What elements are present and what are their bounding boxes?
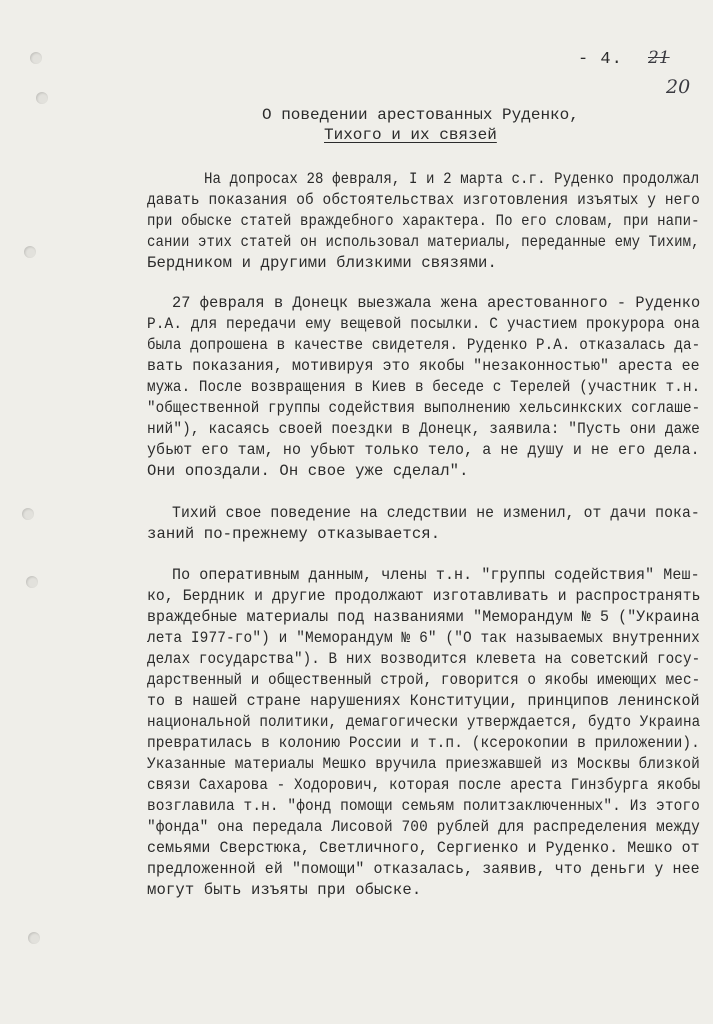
text-line: Тихий свое поведение на следствии не изменил, от дачи пока-: [172, 504, 700, 522]
text-line: предложенной ей "помощи" отказалась, заявив, что деньги у нее: [147, 860, 700, 878]
text-line: мужа. После возвращения в Киев в беседе с Терелей (участник т.н.: [147, 378, 701, 396]
text-line: "фонда" она передала Лисовой 700 рублей для распределения между: [147, 818, 700, 836]
text-line: По оперативным данным, члены т.н. "группы содействия" Меш-: [172, 566, 700, 584]
punch-hole: [24, 246, 36, 258]
handwritten-old-page-number: 21: [648, 48, 670, 68]
text-line: ко, Бердник и другие продолжают изготавливать и распространять: [147, 587, 701, 605]
text-line: давать показания об обстоятельствах изготовления изъятых у него: [147, 191, 700, 209]
punch-hole: [36, 92, 48, 104]
text-line: семьями Сверстюка, Светличного, Сергиенко и Руденко. Мешко от: [147, 839, 700, 857]
text-line: связи Сахарова - Ходорович, которая после ареста Гинзбурга якобы: [147, 776, 701, 794]
text-line: могут быть изъяты при обыске.: [147, 881, 422, 899]
document-title-line-1: О поведении арестованных Руденко,: [262, 106, 579, 124]
text-line: дарственный и общественный строй, говорится о якобы имеющих мес-: [147, 671, 701, 689]
text-line: убьют его там, но убьют только тело, а не душу и не его дела.: [147, 441, 700, 459]
text-line: сании этих статей он использовал материалы, переданные ему Тихим,: [147, 233, 700, 251]
text-line: "общественной группы содействия выполнению хельсинкских соглаше-: [147, 399, 701, 417]
text-line: национальной политики, демагогически утверждается, будто Украина: [147, 713, 701, 731]
text-line: то в нашей стране нарушениях Конституции, принципов ленинской: [147, 692, 700, 710]
punch-hole: [30, 52, 42, 64]
page-number: - 4.: [578, 50, 623, 69]
text-line: превратилась в колонию России и т.п. (ксерокопии в приложении).: [147, 734, 700, 752]
text-line: делах государства"). В них возводится клевета на советский госу-: [147, 650, 701, 668]
text-line: Бердником и другими близкими связями.: [147, 254, 497, 272]
text-line: вать показания, мотивируя это якобы "незаконностью" ареста ее: [147, 357, 700, 375]
document-title-line-2: Тихого и их связей: [324, 126, 497, 144]
punch-hole: [26, 576, 38, 588]
text-line: была допрошена в качестве свидетеля. Руденко Р.А. отказалась да-: [147, 336, 701, 354]
text-line: На допросах 28 февраля, I и 2 марта с.г. Руденко продолжал: [204, 170, 700, 188]
text-line: Указанные материалы Мешко вручила приезжавшей из Москвы близкой: [147, 755, 700, 773]
punch-hole: [22, 508, 34, 520]
handwritten-page-number: 20: [666, 76, 691, 98]
text-line: Они опоздали. Он свое уже сделал".: [147, 462, 469, 480]
text-line: враждебные материалы под названиями "Меморандум № 5 ("Украина: [147, 608, 700, 626]
text-line: 27 февраля в Донецк выезжала жена арестованного - Руденко: [172, 294, 701, 312]
text-line: ний"), касаясь своей поездки в Донецк, заявила: "Пусть они даже: [147, 420, 700, 438]
text-line: Р.А. для передачи ему вещевой посылки. С участием прокурора она: [147, 315, 700, 333]
text-line: при обыске статей враждебного характера. По его словам, при напи-: [147, 212, 700, 230]
text-line: заний по-прежнему отказывается.: [147, 525, 441, 543]
punch-hole: [28, 932, 40, 944]
text-line: возглавила т.н. "фонд помощи семьям политзаключенных". Из этого: [147, 797, 700, 815]
text-line: лета I977-го") и "Меморандум № 6" ("О так называемых внутренних: [147, 629, 700, 647]
